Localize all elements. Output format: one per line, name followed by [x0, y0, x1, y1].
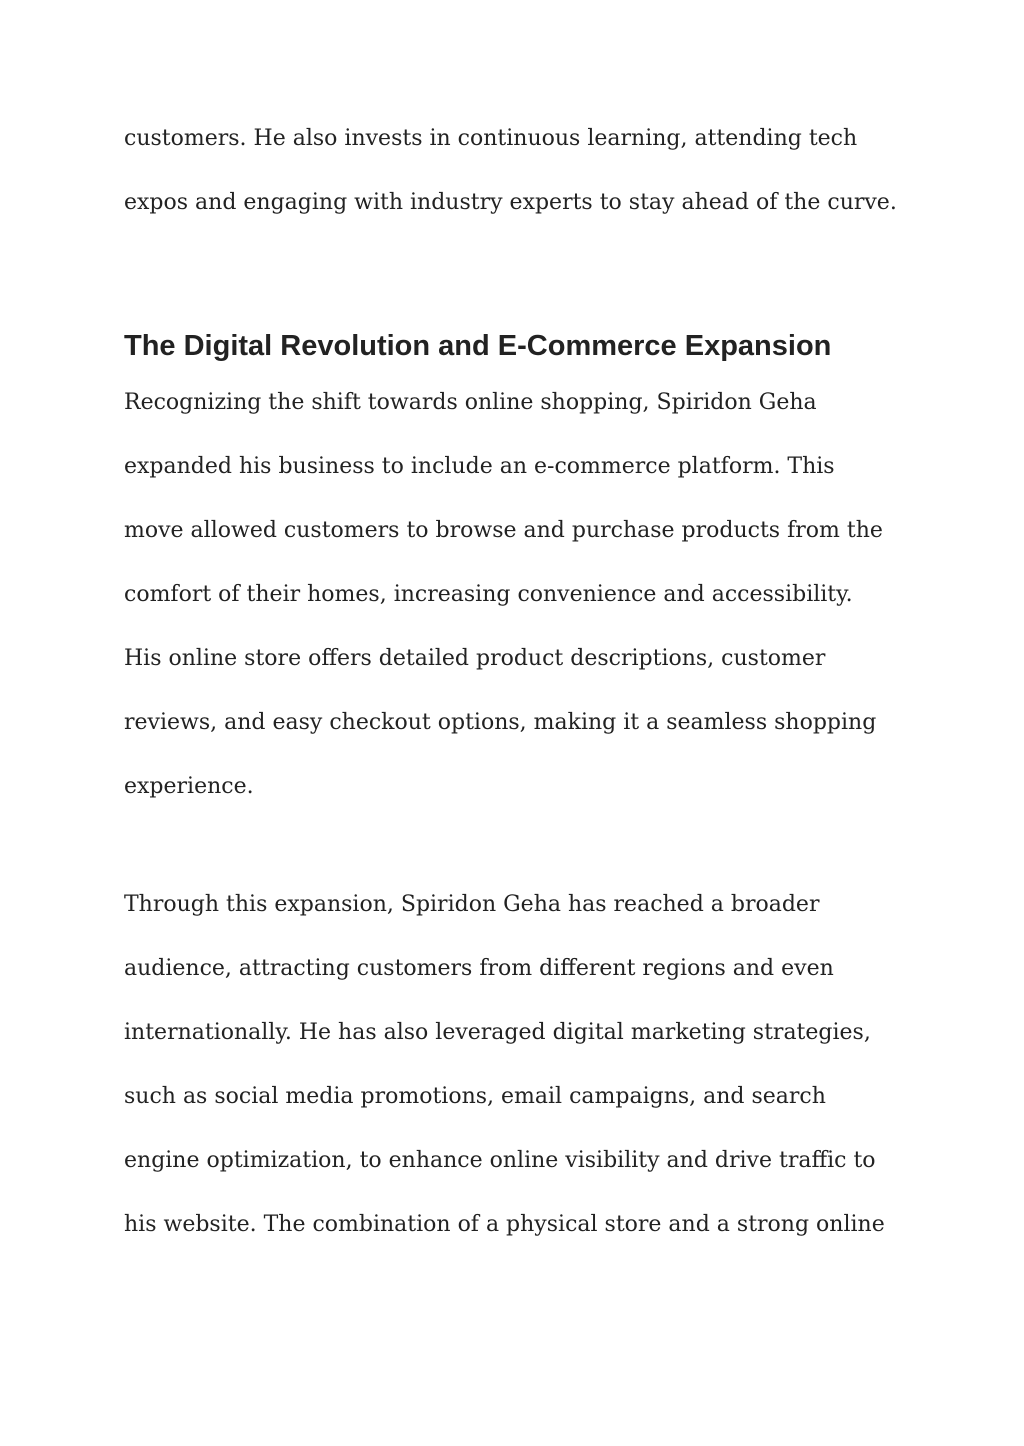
paragraph-1-line: comfort of their homes, increasing convenience and accessibility.	[124, 582, 853, 607]
paragraph-2-line: engine optimization, to enhance online visibility and drive traffic to	[124, 1148, 876, 1173]
paragraph-2-line: such as social media promotions, email campaigns, and search	[124, 1084, 826, 1109]
paragraph-1-line: reviews, and easy checkout options, making it a seamless shopping	[124, 710, 877, 735]
intro-paragraph-line: expos and engaging with industry experts to stay ahead of the curve.	[124, 190, 897, 215]
intro-paragraph-line: customers. He also invests in continuous learning, attending tech	[124, 126, 858, 151]
paragraph-1-line: expanded his business to include an e-commerce platform. This	[124, 454, 835, 479]
paragraph-2-line: internationally. He has also leveraged digital marketing strategies,	[124, 1020, 871, 1045]
paragraph-2-line: his website. The combination of a physical store and a strong online	[124, 1212, 885, 1237]
paragraph-2-line: audience, attracting customers from different regions and even	[124, 956, 834, 981]
paragraph-2-line: Through this expansion, Spiridon Geha has reached a broader	[124, 892, 820, 917]
section-heading: The Digital Revolution and E-Commerce Expansion	[124, 330, 832, 362]
paragraph-1-line: experience.	[124, 774, 254, 799]
paragraph-1-line: His online store offers detailed product descriptions, customer	[124, 646, 826, 671]
paragraph-1-line: move allowed customers to browse and purchase products from the	[124, 518, 883, 543]
paragraph-1-line: Recognizing the shift towards online shopping, Spiridon Geha	[124, 390, 817, 415]
